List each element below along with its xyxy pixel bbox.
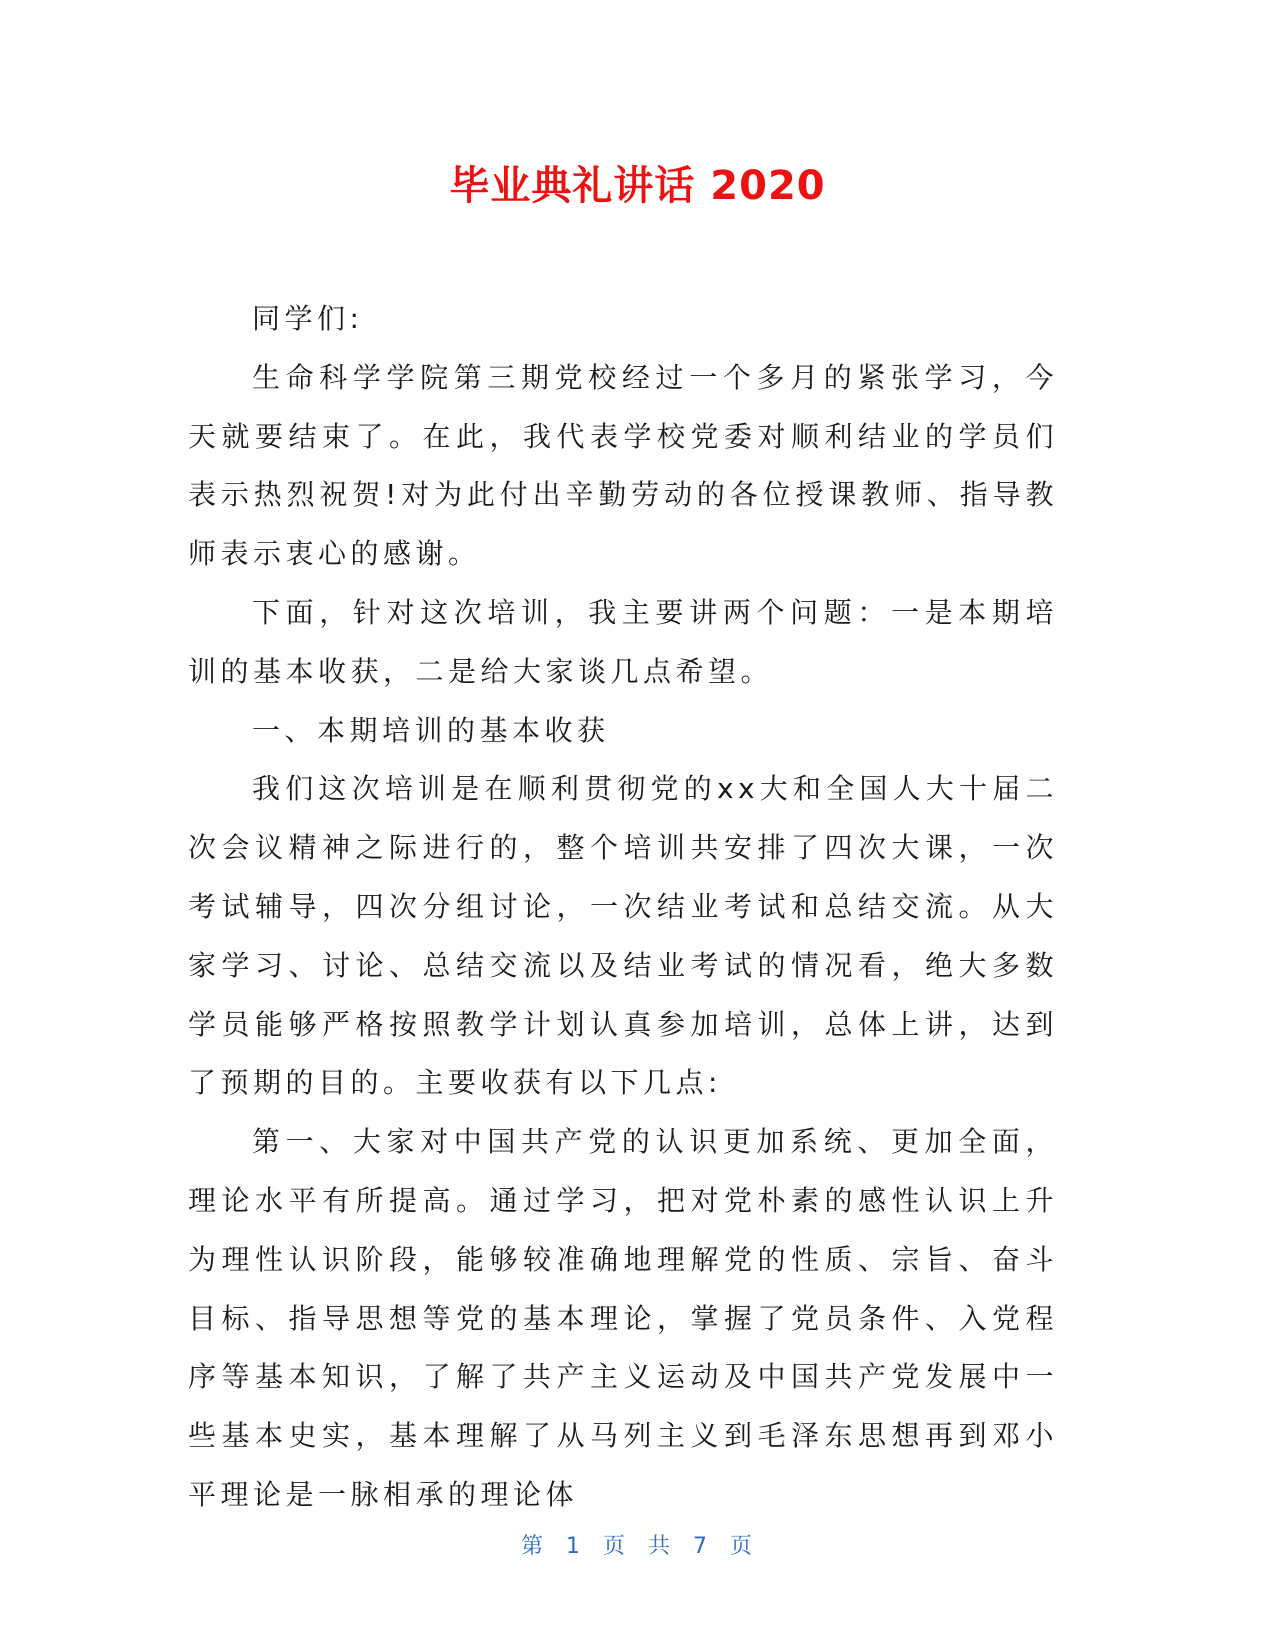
page-number-footer: 第 1 页 共 7 页 [521,1534,754,1559]
paragraph-training-overview: 我们这次培训是在顺利贯彻党的xx大和全国人大十届二次会议精神之际进行的，整个培训共安排了四次大课，一次考试辅导，四次分组讨论，一次结业考试和总结交流。从大家学习、讨论、总结交流以及结业考试的情况看，绝大多数学员能够严格按照教学计划认真参加培训，总体上讲，达到了预期的目的。主要收获有以下几点: [188,772,1058,1100]
document-title: 毕业典礼讲话 2020 [449,163,826,209]
paragraph-salutation: 同学们: [252,302,364,335]
paragraph-outline: 下面，针对这次培训，我主要讲两个问题：一是本期培训的基本收获，二是给大家谈几点希望。 [188,595,1058,688]
paragraph-first-point: 第一、大家对中国共产党的认识更加系统、更加全面，理论水平有所提高。通过学习，把对党朴素的感性认识上升为理性认识阶段，能够较准确地理解党的性质、宗旨、奋斗目标、指导思想等党的基本理论，掌握了党员条件、入党程序等基本知识，了解了共产主义运动及中国共产党发展中一些基本史实，基本理解了从马列主义到毛泽东思想再到邓小平理论是一脉相承的理论体 [188,1125,1058,1511]
paragraph-opening: 生命科学学院第三期党校经过一个多月的紧张学习，今天就要结束了。在此，我代表学校党委对顺利结业的学员们表示热烈祝贺!对为此付出辛勤劳动的各位授课教师、指导教师表示衷心的感谢。 [188,360,1058,571]
section-heading-1: 一、本期培训的基本收获 [252,713,610,747]
document-body [188,290,1058,1525]
